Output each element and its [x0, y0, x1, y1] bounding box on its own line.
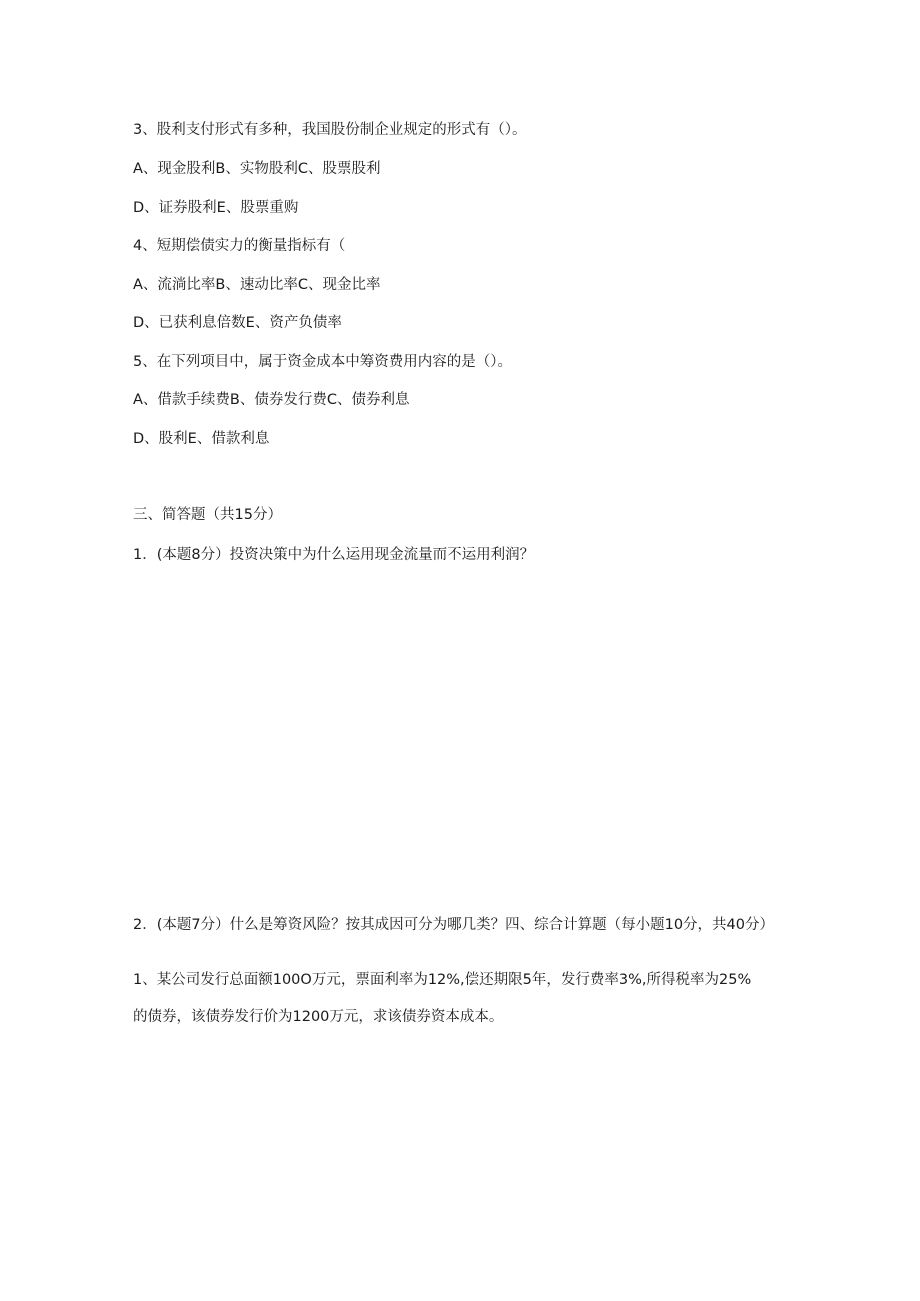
short-answer-question-1: 1．(本题8分）投资决策中为什么运用现金流量而不运用利润？ [133, 547, 535, 563]
question-5-options-line-2: D、股利E、借款利息 [133, 431, 270, 447]
question-4-stem: 4、短期偿债实力的衡量指标有（ [133, 238, 346, 254]
question-5-stem: 5、在下列项目中，属于资金成本中筹资费用内容的是（）。 [133, 354, 512, 370]
calc-question-1-line-1: 1、某公司发行总面额100O万元，票面利率为12%,偿还期限5年，发行费率3%,所得税率为25% [133, 972, 752, 988]
question-3-stem: 3、股利支付形式有多种，我国股份制企业规定的形式有（）。 [133, 122, 527, 138]
short-answer-question-2: 2．(本题7分）什么是筹资风险？按其成因可分为哪几类？四、综合计算题（每小题10分，共40分） [133, 917, 775, 933]
question-4-options-line-2: D、已获利息倍数E、资产负债率 [133, 315, 342, 331]
section-heading-short-answer: 三、简答题（共15分） [133, 507, 282, 523]
question-3-options-line-2: D、证券股利E、股票重购 [133, 200, 299, 216]
question-5-options-line-1: A、借款手续费B、债券发行费C、债券利息 [133, 392, 410, 408]
question-3-options-line-1: A、现金股利B、实物股利C、股票股利 [133, 161, 381, 177]
calc-question-1-line-2: 的债券，该债券发行价为1200万元，求该债券资本成本。 [133, 1009, 504, 1025]
question-4-options-line-1: A、流淌比率B、速动比率C、现金比率 [133, 277, 381, 293]
